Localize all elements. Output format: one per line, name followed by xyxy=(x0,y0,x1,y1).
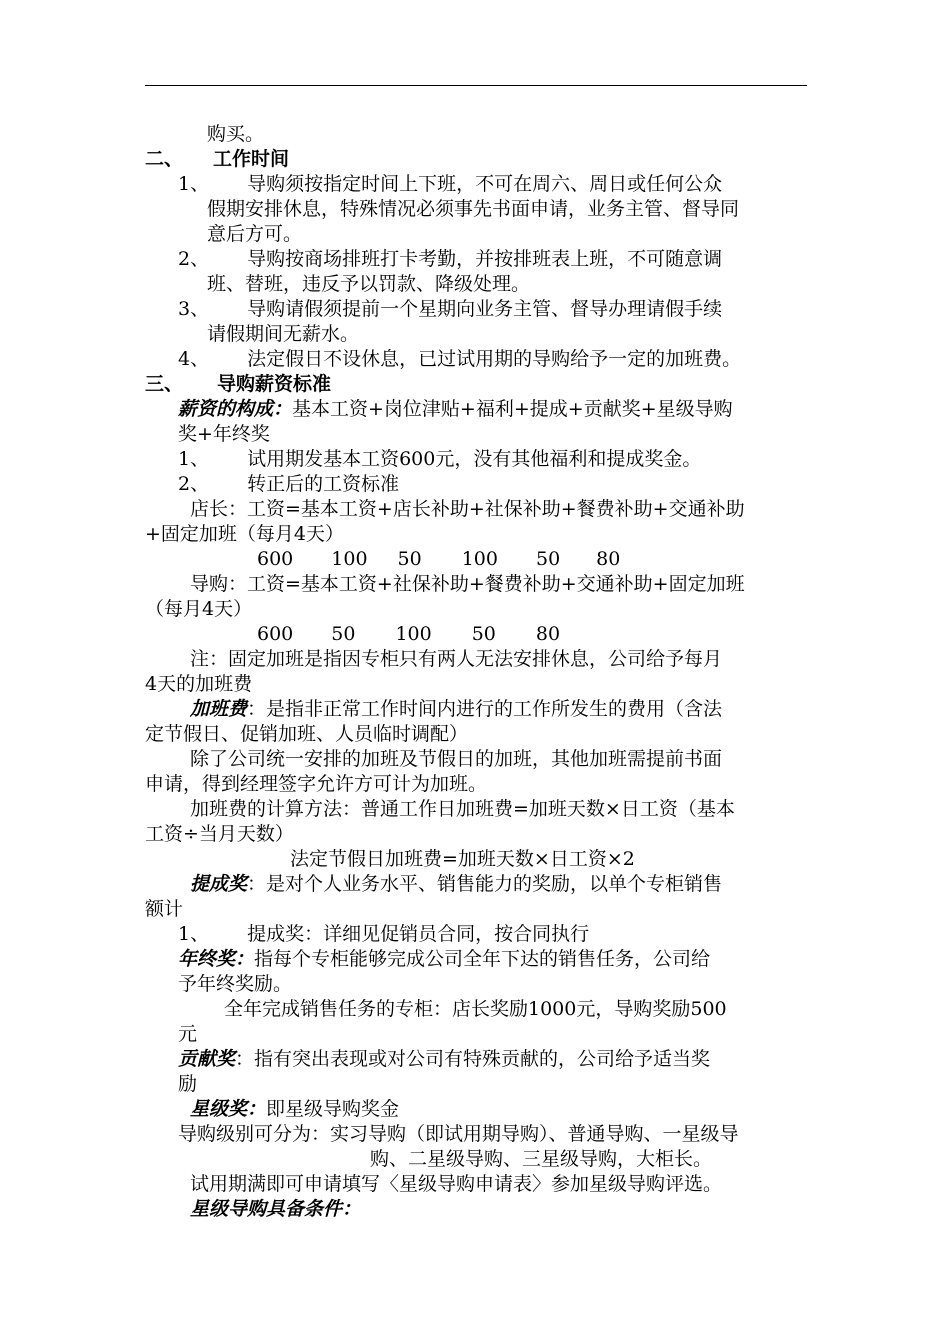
text-line xyxy=(178,947,710,971)
text-line: 加班费的计算方法：普通工作日加班费=加班天数×日工资（基本 xyxy=(190,798,735,820)
value-cell: 100 xyxy=(461,548,498,570)
list-item xyxy=(178,447,701,471)
text-line xyxy=(190,1097,399,1121)
section-title: 工作时间 xyxy=(213,148,290,170)
text-line: 除了公司统一安排的加班及节假日的加班，其他加班需提前书面 xyxy=(190,748,723,770)
text-line: 申请，得到经理签字允许方可计为加班。 xyxy=(145,773,488,795)
text-line: 购买。 xyxy=(207,123,265,145)
list-item xyxy=(178,172,722,196)
text-line: 假期安排休息，特殊情况必须事先书面申请，业务主管、督导同 xyxy=(207,198,740,220)
text-line: 导购：工资=基本工资+社保补助+餐费补助+交通补助+固定加班 xyxy=(190,573,745,595)
list-item xyxy=(178,922,589,946)
text-line xyxy=(178,397,733,421)
term-text: 指每个专柜能够完成公司全年下达的销售任务，公司给 xyxy=(254,948,711,970)
text-line: 予年终奖励。 xyxy=(178,973,293,995)
text-line: 请假期间无薪水。 xyxy=(207,323,360,345)
section-heading xyxy=(145,147,289,171)
section-number: 三、 xyxy=(145,373,184,395)
item-text: 导购请假须提前一个星期向业务主管、督导办理请假手续 xyxy=(247,298,723,320)
value-cell: 100 xyxy=(395,623,432,645)
text-line: 奖+年终奖 xyxy=(178,423,270,445)
text-line xyxy=(190,697,722,721)
text-line: 额计 xyxy=(145,898,184,920)
text-line xyxy=(178,1047,710,1071)
item-text: 转正后的工资标准 xyxy=(247,473,400,495)
value-cell: 80 xyxy=(535,623,561,645)
term-label: 星级奖： xyxy=(190,1098,267,1120)
value-cell: 100 xyxy=(331,548,368,570)
list-item xyxy=(178,472,399,496)
text-line: +固定加班（每月4天） xyxy=(145,523,345,545)
term-text: ：是对个人业务水平、销售能力的奖励，以单个专柜销售 xyxy=(247,873,723,895)
text-line: 4天的加班费 xyxy=(145,673,253,695)
header-rule xyxy=(145,85,807,86)
list-item xyxy=(178,297,722,321)
item-text: 提成奖：详细见促销员合同，按合同执行 xyxy=(247,923,590,945)
text-line: 班、替班，违反予以罚款、降级处理。 xyxy=(207,273,531,295)
term-text: ：指有突出表现或对公司有特殊贡献的，公司给予适当奖 xyxy=(235,1048,711,1070)
text-line: 试用期满即可申请填写〈星级导购申请表〉参加星级导购评选。 xyxy=(190,1173,723,1195)
term-label: 贡献奖 xyxy=(178,1048,236,1070)
text-line: 励 xyxy=(178,1073,198,1095)
item-text: 导购须按指定时间上下班，不可在周六、周日或任何公众 xyxy=(247,173,723,195)
term-label: 提成奖 xyxy=(190,873,248,895)
text-line: （每月4天） xyxy=(145,598,253,620)
subheading: 星级导购具备条件： xyxy=(190,1198,362,1220)
value-cell: 50 xyxy=(535,548,561,570)
value-cell: 600 xyxy=(257,548,294,570)
text-line: 意后方可。 xyxy=(207,223,303,245)
list-item xyxy=(178,247,722,271)
value-cell: 50 xyxy=(471,623,496,645)
value-cell: 50 xyxy=(331,623,356,645)
section-number: 二、 xyxy=(145,148,184,170)
section-heading xyxy=(145,372,331,396)
value-row xyxy=(257,547,620,571)
item-text: 试用期发基本工资600元，没有其他福利和提成奖金。 xyxy=(247,448,702,470)
value-row xyxy=(257,622,560,646)
text-line: 元 xyxy=(178,1023,198,1045)
term-text: 即星级导购奖金 xyxy=(266,1098,400,1120)
item-number: 1、 xyxy=(178,923,210,945)
text-line: 注：固定加班是指因专柜只有两人无法安排休息，公司给予每月 xyxy=(190,648,723,670)
value-cell: 600 xyxy=(257,623,294,645)
item-number: 2、 xyxy=(178,248,210,270)
item-number: 4、 xyxy=(178,348,210,370)
text-line: 导购级别可分为：实习导购（即试用期导购）、普通导购、一星级导 xyxy=(178,1123,739,1145)
term-text: ：是指非正常工作时间内进行的工作所发生的费用（含法 xyxy=(247,698,723,720)
term-text: 基本工资+岗位津贴+福利+提成+贡献奖+星级导购 xyxy=(292,398,733,420)
item-number: 1、 xyxy=(178,448,210,470)
text-line: 购、二星级导购、三星级导购，大柜长。 xyxy=(370,1148,713,1170)
item-number: 3、 xyxy=(178,298,210,320)
list-item xyxy=(178,347,741,371)
value-cell: 80 xyxy=(596,548,621,570)
term-label: 薪资的构成： xyxy=(178,398,293,420)
text-line xyxy=(190,872,722,896)
text-line: 工资÷当月天数） xyxy=(145,823,294,845)
value-cell: 50 xyxy=(397,548,422,570)
section-title: 导购薪资标准 xyxy=(217,373,332,395)
text-line: 全年完成销售任务的专柜：店长奖励1000元，导购奖励500 xyxy=(224,998,727,1020)
item-number: 2、 xyxy=(178,473,210,495)
text-line: 定节假日、促销加班、人员临时调配） xyxy=(145,723,469,745)
text-line: 店长：工资=基本工资+店长补助+社保补助+餐费补助+交通补助 xyxy=(190,498,745,520)
term-label: 加班费 xyxy=(190,698,248,720)
item-text: 法定假日不设休息，已过试用期的导购给予一定的加班费。 xyxy=(247,348,742,370)
term-label: 年终奖： xyxy=(178,948,255,970)
item-text: 导购按商场排班打卡考勤，并按排班表上班，不可随意调 xyxy=(247,248,723,270)
item-number: 1、 xyxy=(178,173,210,195)
text-line: 法定节假日加班费=加班天数×日工资×2 xyxy=(290,848,635,870)
